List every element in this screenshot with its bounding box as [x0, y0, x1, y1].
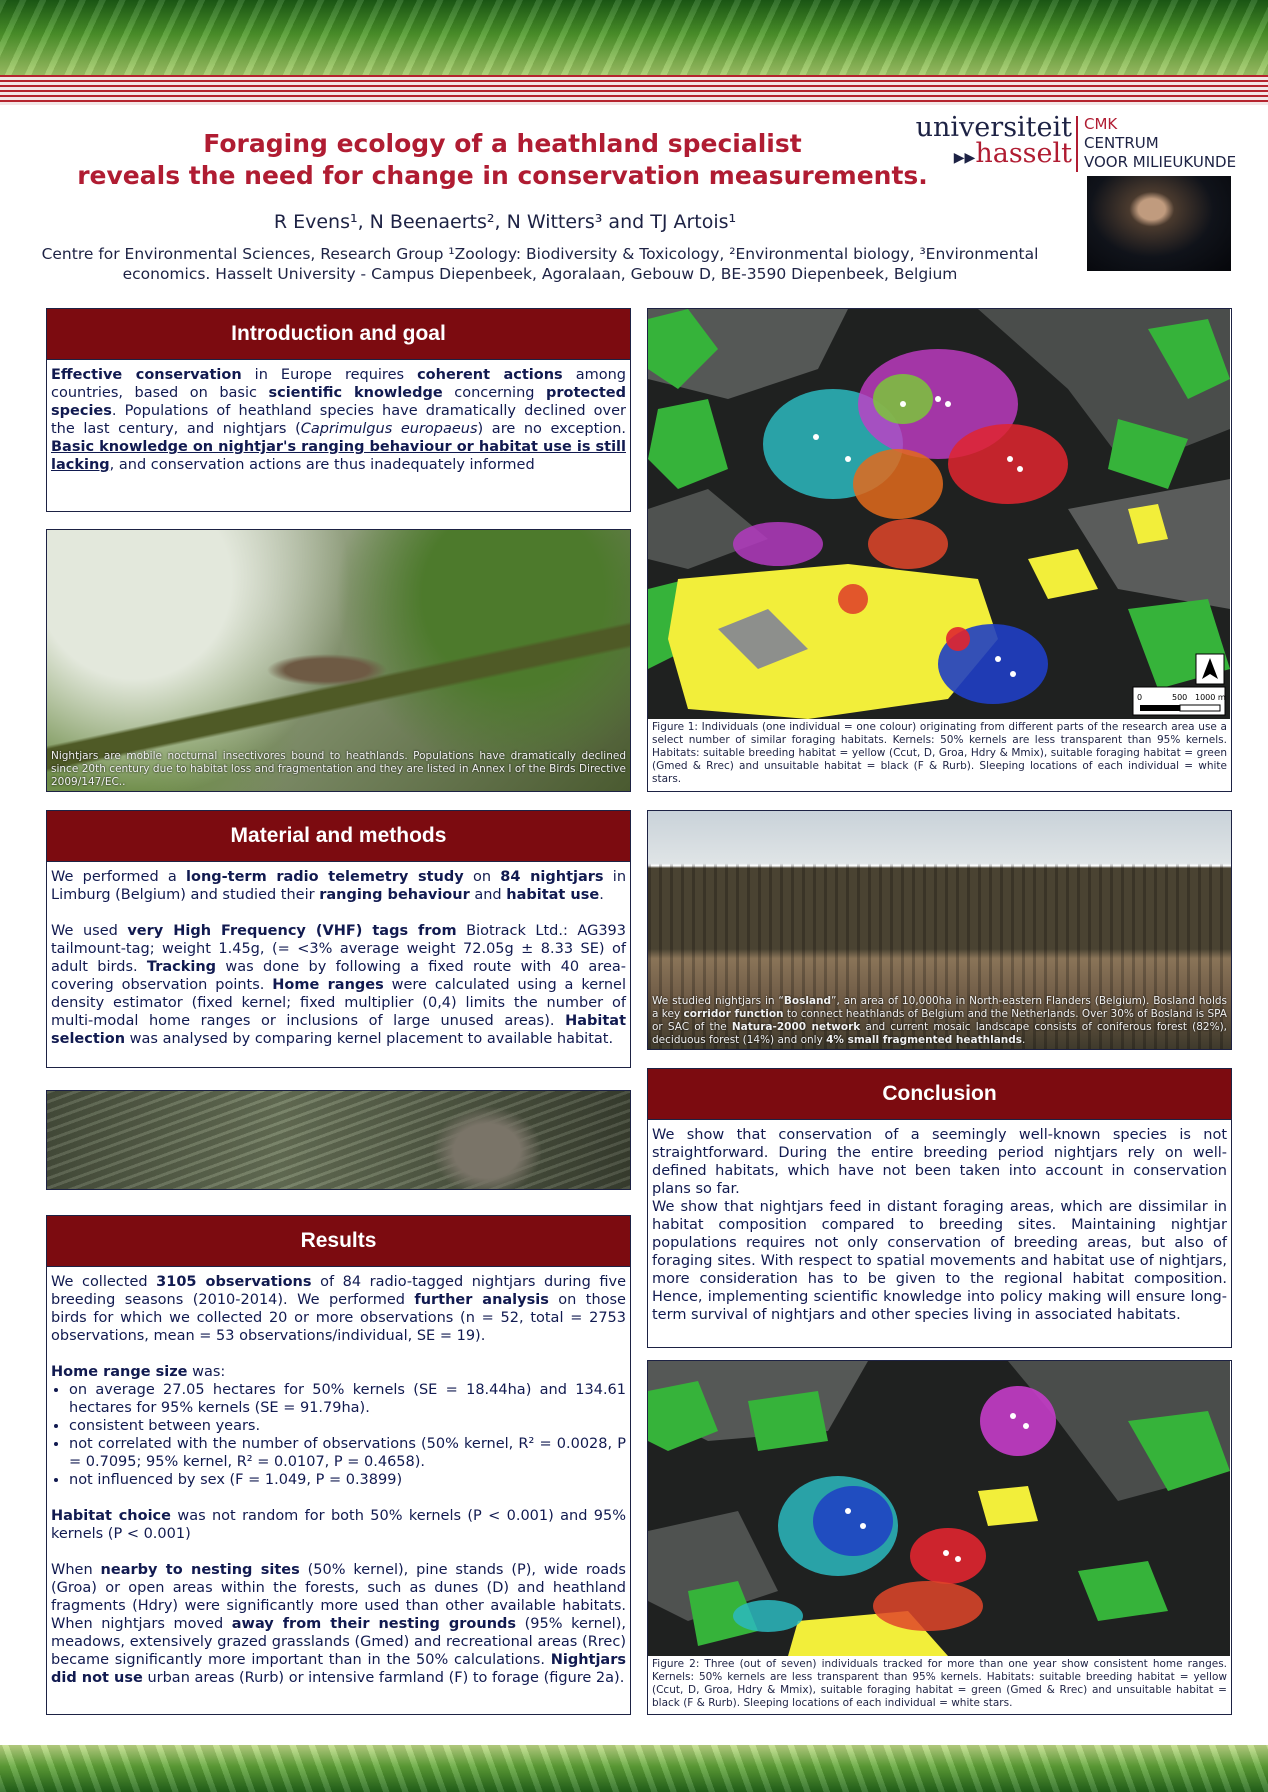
bosland-photo [647, 810, 1232, 1050]
poster-title [20, 128, 985, 192]
title-line-1: Foraging ecology of a heathland specialist [203, 129, 802, 158]
affiliation: Centre for Environmental Sciences, Research Group ¹Zoology: Biodiversity & Toxicology, ²Environmental biology, ³Environmental economics. Hasselt University - Campus Diepenbeek, Agoralaan, Gebouw D, BE-3590 Diepenbeek, Belgium [41, 245, 1039, 283]
top-stripe-band [0, 75, 1268, 105]
intro-panel [46, 308, 631, 512]
title-line-2: reveals the need for change in conservation measurements. [77, 161, 928, 190]
figure2-map [648, 1361, 1230, 1656]
figure2-panel [647, 1360, 1232, 1715]
figure1-map [648, 309, 1230, 719]
university-logo [900, 114, 1245, 174]
home-range-map-2 [648, 1361, 1230, 1656]
list-item: • on average 27.05 hectares for 50% kernels (SE = 18.44ha) and 134.61 hectares for 95% kernels (SE = 91.79ha). [69, 1381, 626, 1417]
logo-cmk-abbrev: CMK [1084, 115, 1118, 133]
home-range-list [51, 1381, 626, 1489]
logo-cmk-line2: CENTRUM [1084, 134, 1159, 152]
conclusion-panel [647, 1068, 1232, 1348]
scale-label-500: 500 [1172, 693, 1188, 702]
logo-hasselt [900, 140, 1072, 172]
logo-hasselt-text: hasselt [975, 138, 1072, 169]
figure1-caption: Figure 1: Individuals (one individual = one colour) originating from different parts of the research area use a select number of similar foraging habitats. Kernels: 50% kernels are less transparent than 95% kernels. Habitats: suitable breeding habitat = yellow (Ccut, D, Groa, Hdry & Mmix), suitable foraging habitat = green (Gmed & Rrec) and unsuitable habitat = black (F & Rurb). Sleeping locations of each individual = white stars. [652, 721, 1227, 785]
conclusion-text: We show that conservation of a seemingly well-known species is not straightforward. During the entire breeding period nightjars rely on well-defined habitats, which have not been taken into account in conservation plans so far. We show that nightjars feed in distant foraging areas, which are dissimilar in habitat composition compared to breeding sites. Maintaining nightjar populations requires not only conservation of breeding areas, but also of foraging sites. With respect to spatial movements and habitat use of nightjars, more consideration has to be given to the regional habitat composition. Hence, implementing scientific knowledge into policy making will ensure long-term survival of nightjars and other species living in associated habitats. [652, 1127, 1227, 1323]
logo-cmk [1084, 115, 1236, 172]
authors: R Evens¹, N Beenaerts², N Witters³ and TJ Artois¹ [273, 211, 737, 233]
scale-label-1000: 1000 m [1195, 693, 1226, 702]
logo-cmk-line3: VOOR MILIEUKUNDE [1084, 153, 1237, 171]
figure1-panel [647, 308, 1232, 792]
methods-panel [46, 810, 631, 1068]
results-panel [46, 1215, 631, 1715]
bosland-photo-caption: We studied nightjars in “Bosland”, an area of 10,000ha in North-eastern Flanders (Belgium). Bosland holds a key corridor function to connect heathlands of Belgium and the Netherlands. Over 30% of Bosland is SPA or SAC of the Natura-2000 network and current mosaic landscape consists of coniferous forest (82%), deciduous forest (14%) and only 4% small fragmented heathlands. [652, 995, 1228, 1046]
conclusion-heading: Conclusion [648, 1069, 1231, 1120]
methods-text: We performed a long-term radio telemetry study on 84 nightjars in Limburg (Belgium) and studied their ranging behaviour and habitat use. We used very High Frequency (VHF) tags from Biotrack Ltd.: AG393 tailmount-tag; weight 1.45g, (= <3% average weight 72.05g ± 8.33 SE) of adult birds. Tracking was done by following a fixed route with 40 area-covering observation points. Home ranges were calculated using a kernel density estimator (fixed kernel; fixed multiplier (0,4) limits the number of multi-modal home ranges or inclusions of large unused areas). Habitat selection was analysed by comparing kernel placement to available habitat. [51, 869, 627, 1047]
list-item: • consistent between years. [69, 1417, 626, 1435]
figure2-caption: Figure 2: Three (out of seven) individuals tracked for more than one year show consistent home ranges. Kernels: 50% kernels are less transparent than 95% kernels. Habitats: suitable breeding habitat = yellow (Ccut, D, Groa, Hdry & Mmix), suitable foraging habitat = green (Gmed & Rrec) and unsuitable habitat = black (F & Rurb). Sleeping locations of each individual = white stars. [652, 1658, 1227, 1709]
home-range-map-1 [648, 309, 1230, 719]
results-heading: Results [47, 1216, 630, 1267]
list-item: • not influenced by sex (F = 1.049, P = 0.3899) [69, 1471, 626, 1489]
intro-text: Effective conservation in Europe requires coherent actions among countries, based on basic scientific knowledge concerning protected species. Populations of heathland species have dramatically declined over the last century, and nightjars (Caprimulgus europaeus) are no exception. Basic knowledge on nightjar's ranging behaviour or habitat use is still lacking, and conservation actions are thus inadequately informed [51, 367, 627, 473]
results-text: We collected 3105 observations of 84 radio-tagged nightjars during five breeding seasons (2010-2014). We performed further analysis on those birds for which we collected 20 or more observations (n = 52, total = 2753 observations, mean = 53 observations/individual, SE = 19). Home range size was: • on average 27.05 hectares for 50% kernels (SE = 18.44ha) and 134.61 hectares for 95% kernels (SE = 91.79ha). • consistent between years. • not correlated with the number of observations (50% kernel, R² = 0.0028, P = 0.7095; 95% kernel, R² = 0.0107, P = 0.4658). • not influenced by sex (F = 1.049, P = 0.3899) Habitat choice was not random for both 50% kernels (P < 0.001) and 95% kernels (P < 0.001) When nearby to nesting sites (50% kernel), pine stands (P), wide roads (Groa) or open areas within the forests, such as dunes (D) and heathland fragments (Hdry) were significantly more used than other available habitats. When nightjars moved away from their nesting grounds (95% kernel), meadows, extensively grazed grasslands (Gmed) and recreational areas (Rrec) became significantly more important than in the 50% calculations. Nightjars did not use urban areas (Rurb) or intensive farmland (F) to forage (figure 2a). [47, 1267, 630, 1693]
logo-arrows-icon: ▶▶ [953, 150, 976, 166]
scale-label-0: 0 [1137, 693, 1143, 702]
nightjar-photo [46, 529, 631, 792]
logo-universiteit: universiteit [915, 112, 1072, 143]
nightjar-photo-caption: Nightjars are mobile nocturnal insectivores bound to heathlands. Populations have dramatically declined since 20th century due to habitat loss and fragmentation and they are listed in Annex I of the Birds Directive 2009/147/EC.. [51, 750, 626, 788]
methods-heading: Material and methods [47, 811, 630, 862]
researcher-photo [1087, 176, 1231, 271]
nightjar-camouflage-photo [46, 1090, 631, 1190]
logo-divider [1076, 116, 1078, 172]
top-leaf-banner [0, 0, 1268, 75]
bottom-leaf-banner [0, 1745, 1268, 1792]
intro-heading: Introduction and goal [47, 309, 630, 360]
list-item: • not correlated with the number of observations (50% kernel, R² = 0.0028, P = 0.7095; 95% kernel, R² = 0.0107, P = 0.4658). [69, 1435, 626, 1471]
